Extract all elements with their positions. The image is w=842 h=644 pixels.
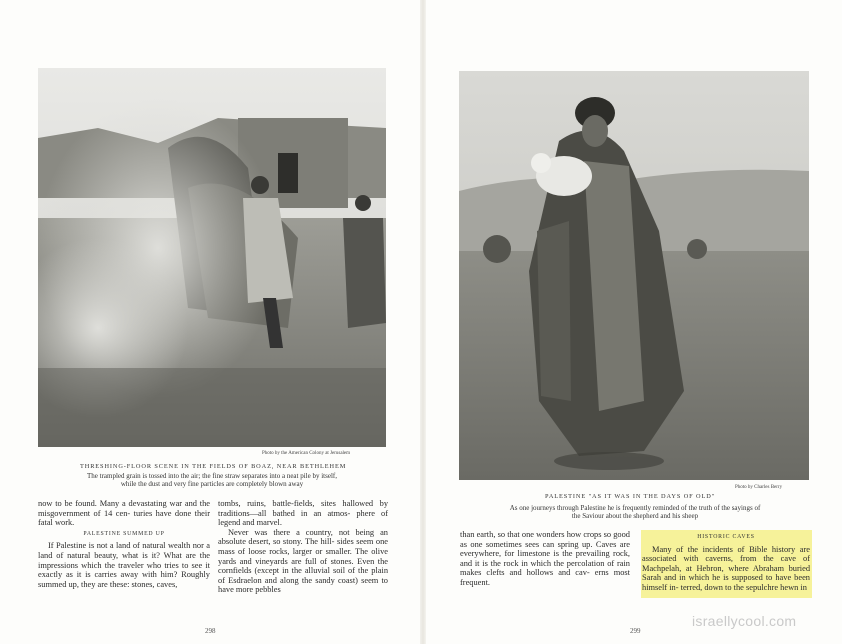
caption-text <box>38 472 386 488</box>
photo-credit: Photo by Charles Berry <box>735 485 783 490</box>
text-column <box>38 499 210 589</box>
shepherd-with-lamb-photo <box>459 71 809 480</box>
page-number: 298 <box>205 627 216 635</box>
paragraph: If Palestine is not a land of natural wealth nor a land of natural beauty, what is it? What are the impressions which the traveler who tries to see it exactly as it is carries away with him? Roughly summed up, they are these: stones, caves, <box>38 541 211 589</box>
page-number: 299 <box>630 627 641 635</box>
caption-text <box>450 504 820 520</box>
book-gutter <box>420 0 426 644</box>
paragraph: Never was there a country, not being an absolute desert, so stony. The hill- sides seem one mass of loose rocks, larger or smaller. The olive yards and vineyards are full of stones. Even the cornfields (except in the alluvial soil of the plain of Esdraelon and along the sandy coast) seem to have more pebbles <box>218 527 389 595</box>
caption-title: THRESHING-FLOOR SCENE IN THE FIELDS OF BOAZ, NEAR BETHLEHEM <box>80 463 347 470</box>
paragraph: tombs, ruins, battle-fields, sites hallowed by traditions—all bathed in an atmos- phere of legend and marvel. <box>218 499 389 528</box>
caption-line: the Saviour about the shepherd and his sheep <box>571 512 699 520</box>
paragraph: now to be found. Many a devastating war and the misgovernment of 14 cen- turies have done their fatal work. <box>38 499 211 528</box>
caption-title: PALESTINE "AS IT WAS IN THE DAYS OF OLD" <box>545 493 716 500</box>
section-subhead: HISTORIC CAVES <box>697 534 755 540</box>
threshing-scene-photo <box>38 68 386 447</box>
section-subhead: PALESTINE SUMMED UP <box>83 530 165 537</box>
caption-line: while the dust and very fine particles are completely blown away <box>120 480 304 488</box>
photo-credit: Photo by the American Colony at Jerusalem <box>262 451 351 456</box>
watermark: israellycool.com <box>692 613 797 629</box>
text-column <box>642 531 810 593</box>
text-column <box>218 499 388 595</box>
text-column <box>460 530 630 588</box>
paragraph: than earth, so that one wonders how crops so good as one sometimes sees can spring up. Caves are everywhere, for limestone is the prevailing rock, and it is the rock in which the percolation of rain makes clefts and hollows and cav- erns most frequent. <box>460 530 630 587</box>
caption-line: As one journeys through Palestine he is frequently reminded of the truth of the sayings of <box>509 504 761 512</box>
caption-line: The trampled grain is tossed into the air; the fine straw separates into a neat pile by itself, <box>87 472 337 480</box>
paragraph: Many of the incidents of Bible history are associated with caverns, from the cave of Machpelah, at Hebron, where Abraham buried Sarah and in which he is supposed to have been himself in- terred, down to the sepulchre hewn in <box>642 544 811 592</box>
